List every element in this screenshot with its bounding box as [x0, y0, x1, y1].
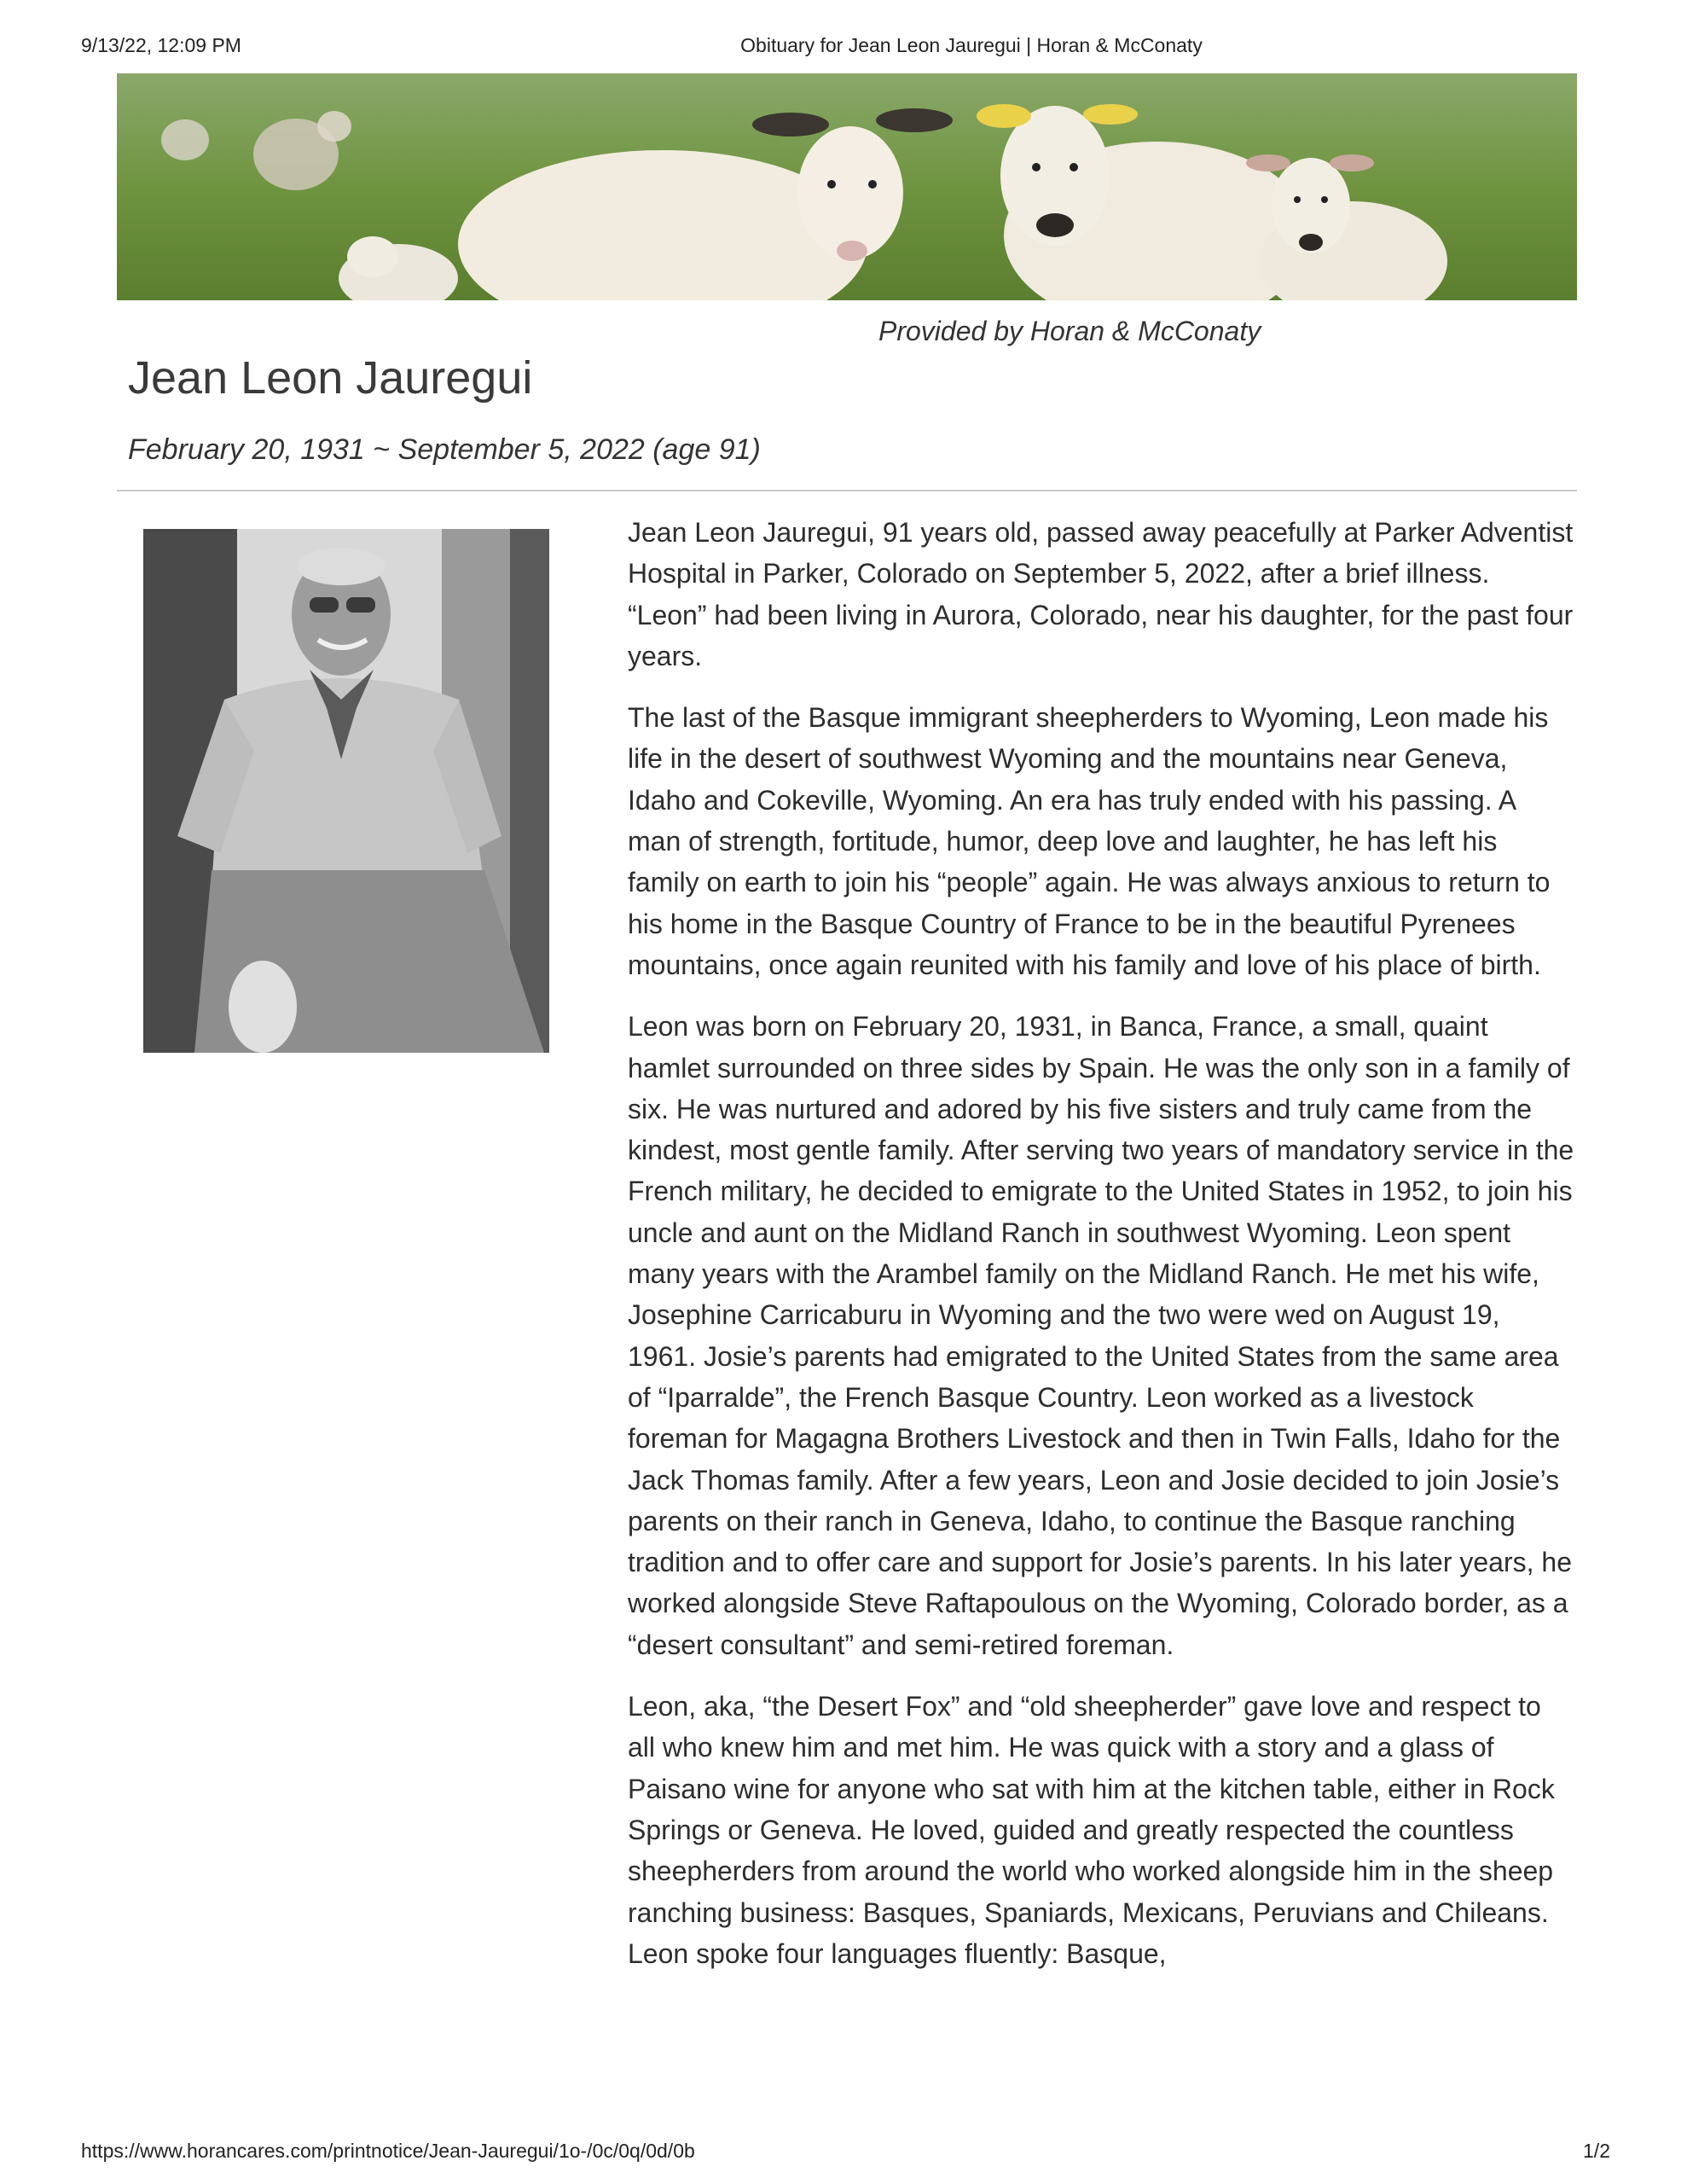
provided-by-credit: Provided by Horan & McConaty — [878, 316, 1261, 346]
print-page-number: 1/2 — [1583, 2140, 1610, 2162]
obituary-paragraph-4: Leon, aka, “the Desert Fox” and “old sheepherder” gave love and respect to all who knew him and met him. He was quick with a story and a glass of Paisano wine for anyone who sat with him at the kitchen table, either in Rock Springs or Geneva. He loved, guided and greatly respected the countless sheepherders from around the world who worked alongside him in the sheep ranching business: Basques, Spaniards, Mexicans, Peruvians and Chileans. Leon spoke four languages fluently: Basque, — [628, 1691, 1555, 1969]
portrait-graphic — [143, 529, 549, 1053]
section-divider — [117, 490, 1577, 491]
sheep-pasture-banner-image — [117, 73, 1577, 300]
obituary-paragraph-1: Jean Leon Jauregui, 91 years old, passed away peacefully at Parker Adventist Hospital in Parker, Colorado on September 5, 2022, after a brief illness. “Leon” had been living in Aurora, Colorado, near his daughter, for the past four years. — [628, 517, 1574, 671]
print-footer — [81, 2140, 1610, 2165]
print-header — [81, 34, 1606, 60]
print-page-title: Obituary for Jean Leon Jauregui | Horan & McConaty — [740, 34, 1203, 56]
print-date-time: 9/13/22, 12:09 PM — [81, 34, 241, 56]
banner-graphic — [117, 73, 1577, 300]
deceased-name: Jean Leon Jauregui — [128, 352, 533, 404]
obituary-body — [628, 512, 1574, 1995]
print-url-link[interactable]: https://www.horancares.com/printnotice/Jean-Jauregui/1o-/0c/0q/0d/0b — [81, 2140, 695, 2162]
life-dates: February 20, 1931 ~ September 5, 2022 (age 91) — [128, 433, 761, 466]
portrait-photo-image — [143, 529, 549, 1053]
obituary-paragraph-3: Leon was born on February 20, 1931, in Banca, France, a small, quaint hamlet surrounded on three sides by Spain. He was the only son in a family of six. He was nurtured and adored by his five sisters and truly came from the kindest, most gentle family. After serving two years of mandatory service in the French military, he decided to emigrate to the United States in 1952, to join his uncle and aunt on the Midland Ranch in southwest Wyoming. Leon spent many years with the Arambel family on the Midland Ranch. He met his wife, Josephine Carricaburu in Wyoming and the two were wed on August 19, 1961. Josie’s parents had emigrated to the United States from the same area of “Iparralde”, the French Basque Country. Leon worked as a livestock foreman for Magagna Brothers Livestock and then in Twin Falls, Idaho for the Jack Thomas family. After a few years, Leon and Josie decided to join Josie’s parents on their ranch in Geneva, Idaho, to continue the Basque ranching tradition and to offer care and support for Josie’s parents. In his later years, he worked alongside Steve Raftapoulous on the Wyoming, Colorado border, as a “desert consultant” and semi-retired foreman. — [628, 1011, 1574, 1660]
obituary-paragraph-2: The last of the Basque immigrant sheepherders to Wyoming, Leon made his life in the desert of southwest Wyoming and the mountains near Geneva, Idaho and Cokeville, Wyoming. An era has truly ended with his passing. A man of strength, fortitude, humor, deep love and laughter, he has left his family on earth to join his “people” again. He was always anxious to return to his home in the Basque Country of France to be in the beautiful Pyrenees mountains, once again reunited with his family and love of his place of birth. — [628, 702, 1551, 980]
